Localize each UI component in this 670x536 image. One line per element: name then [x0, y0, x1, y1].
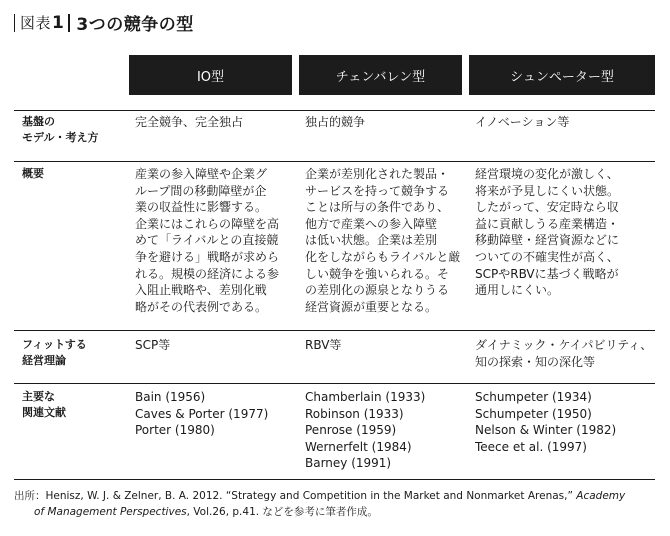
column-header-io: IO型: [129, 55, 292, 95]
table-rule: [14, 383, 655, 384]
title-separator: [68, 14, 70, 32]
source-line: [14, 504, 659, 520]
cell-line: 略がその代表例である。: [135, 299, 268, 314]
table-cell: [135, 166, 293, 315]
cell-line: 企業が差別化された製品・: [305, 167, 450, 181]
cell-line: Schumpeter (1934): [475, 390, 592, 404]
table-cell: [305, 114, 463, 131]
cell-line: Barney (1991): [305, 456, 392, 471]
cell-line: ループ間の移動障壁が企: [135, 183, 267, 198]
table-cell: [475, 114, 657, 131]
source-journal-a: Academy: [576, 490, 626, 502]
cell-line: Wernerfelt (1984): [305, 439, 412, 454]
cell-line: SCPやRBVに基づく戦略が: [475, 266, 619, 281]
row-label-references: [22, 389, 122, 421]
table-rule: [14, 110, 655, 111]
cell-line: 移動障壁・経営資源などに: [475, 233, 620, 248]
figure-title: [14, 10, 194, 35]
figure-number: 1: [52, 12, 65, 33]
table-rule: [14, 479, 655, 480]
table-cell: [475, 389, 657, 455]
row-label-line: 関連文献: [22, 406, 66, 419]
table-cell: [135, 389, 293, 439]
cell-line: は低い状態。企業は差別: [305, 233, 438, 248]
cell-line: めて「ライバルとの直接競: [135, 233, 279, 248]
cell-line: Penrose (1959): [305, 423, 397, 438]
cell-line: 業の収益性に影響する。: [135, 200, 268, 215]
column-header-schumpeter: シュンペーター型: [469, 55, 655, 95]
row-label-line: フィットする: [22, 338, 87, 351]
cell-line: 争を避ける」戦略が求めら: [135, 249, 280, 264]
table-cell: [135, 114, 293, 131]
cell-line: 完全競争、完全独占: [135, 115, 244, 129]
row-label-fitting-theory: [22, 337, 122, 369]
row-label-overview: [22, 166, 122, 182]
table-rule: [14, 330, 655, 331]
cell-line: RBV等: [305, 338, 342, 352]
cell-line: 経営資源が重要となる。: [305, 299, 438, 314]
cell-line: Bain (1956): [135, 390, 206, 404]
cell-line: しい競争を強いられる。そ: [305, 266, 450, 281]
source-line: [14, 488, 659, 504]
cell-line: 経営環境の変化が激しく、: [475, 167, 619, 181]
cell-line: サービスを持って競争する: [305, 183, 450, 198]
table-rule: [14, 161, 655, 162]
cell-line: 産業の参入障壁や企業グ: [135, 167, 268, 181]
source-prefix: 出所：Henisz, W. J. & Zelner, B. A. 2012. “Strategy and Competition in the Market and Nonmarket Arenas,”: [14, 490, 577, 502]
source-journal-b: of Management Perspectives: [34, 506, 187, 518]
figure-heading: 3つの競争の型: [76, 15, 194, 35]
cell-line: の差別化の源泉となりうる: [305, 283, 450, 298]
row-label-line: 基盤の: [22, 115, 55, 128]
cell-line: れる。規模の経済による参: [135, 266, 280, 281]
cell-line: Schumpeter (1950): [475, 406, 592, 421]
table-cell: [475, 337, 657, 370]
row-label-line: 概要: [22, 167, 44, 180]
cell-line: Nelson & Winter (1982): [475, 423, 617, 438]
cell-line: 独占的競争: [305, 115, 366, 129]
table-cell: [305, 389, 463, 472]
title-bar-mark: [14, 14, 15, 32]
cell-line: Robinson (1933): [305, 406, 404, 421]
cell-line: ついての不確実性が高く、: [475, 249, 619, 264]
row-label-line: モデル・考え方: [22, 131, 99, 144]
row-label-line: 経営理論: [22, 354, 66, 367]
cell-line: 知の探索・知の深化等: [475, 354, 596, 369]
cell-line: したがって、安定時なら収: [475, 200, 619, 215]
cell-line: 益に貢献しうる産業構造・: [475, 216, 620, 231]
table-cell: [305, 337, 463, 354]
column-header-chamberlin: チェンバレン型: [299, 55, 462, 95]
cell-line: Porter (1980): [135, 423, 215, 438]
cell-line: 入阻止戦略や、差別化戦: [135, 283, 267, 298]
cell-line: SCP等: [135, 338, 171, 352]
cell-line: Caves & Porter (1977): [135, 406, 269, 421]
cell-line: イノベーション等: [475, 115, 570, 129]
source-note: [14, 488, 659, 520]
cell-line: 通用しにくい。: [475, 283, 560, 298]
cell-line: Teece et al. (1997): [475, 439, 587, 454]
cell-line: Chamberlain (1933): [305, 390, 426, 404]
table-cell: [305, 166, 463, 315]
cell-line: 企業にはこれらの障壁を高: [135, 216, 280, 231]
row-label-basis-model: [22, 114, 122, 146]
row-label-line: 主要な: [22, 390, 55, 403]
figure-label: 図表: [20, 14, 52, 32]
cell-line: 他方で産業への参入障壁: [305, 216, 438, 231]
table-cell: [135, 337, 293, 354]
cell-line: 化をしながらもライバルと厳: [305, 249, 461, 264]
cell-line: ことは所与の条件であり、: [305, 200, 450, 215]
source-suffix: , Vol.26, p.41. などを参考に筆者作成。: [186, 506, 378, 518]
cell-line: ダイナミック・ケイパビリティ、: [475, 338, 653, 352]
table-cell: [475, 166, 657, 299]
cell-line: 将来が予見しにくい状態。: [475, 183, 620, 198]
